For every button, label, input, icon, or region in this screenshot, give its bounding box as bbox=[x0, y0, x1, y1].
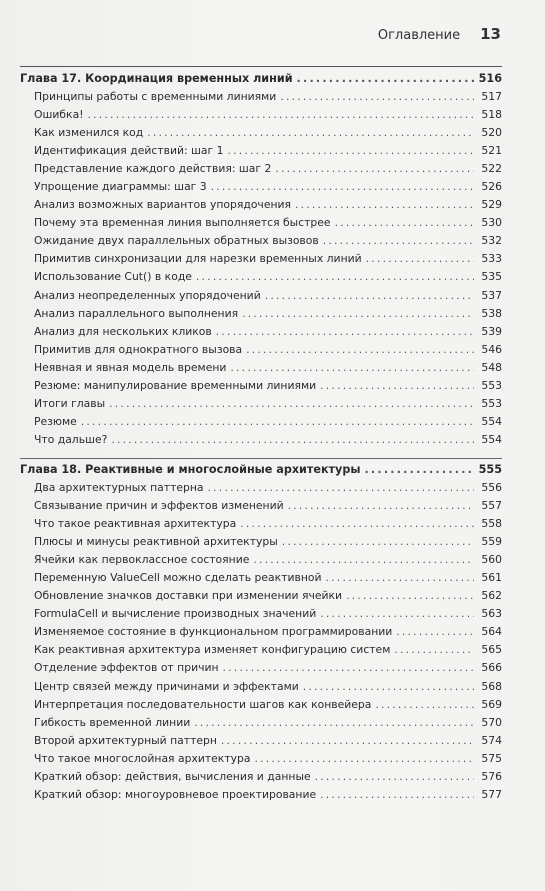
entry-title: Изменяемое состояние в функциональном программировании bbox=[34, 625, 393, 639]
entry-title: Анализ для нескольких кликов bbox=[34, 324, 212, 338]
entry-page: 569 bbox=[481, 697, 502, 711]
leader-dots bbox=[221, 734, 474, 747]
toc-entry[interactable] bbox=[20, 216, 502, 234]
entry-title: Почему эта временная линия выполняется быстрее bbox=[34, 216, 331, 230]
entry-page: 575 bbox=[481, 751, 502, 765]
toc-entry[interactable] bbox=[20, 734, 502, 752]
entry-title: Переменную ValueCell можно сделать реактивной bbox=[34, 571, 322, 585]
toc-entry[interactable] bbox=[20, 625, 502, 643]
chapter-heading[interactable] bbox=[20, 72, 502, 90]
header-page-number: 13 bbox=[480, 25, 501, 43]
entry-title: Упрощение диаграммы: шаг 3 bbox=[34, 180, 207, 194]
toc-chapter-18 bbox=[20, 463, 502, 806]
leader-dots bbox=[246, 343, 474, 356]
toc-entry[interactable] bbox=[20, 234, 502, 252]
entry-page: 556 bbox=[481, 481, 502, 494]
toc-entry[interactable] bbox=[20, 607, 502, 625]
entry-page: 564 bbox=[481, 625, 502, 639]
entry-page: 537 bbox=[481, 288, 502, 302]
toc-entry[interactable] bbox=[20, 289, 502, 307]
entry-page: 568 bbox=[481, 679, 502, 693]
entry-page: 532 bbox=[481, 234, 502, 248]
entry-title: Что такое реактивная архитектура bbox=[34, 517, 237, 531]
toc-entry[interactable] bbox=[20, 198, 502, 216]
entry-page: 562 bbox=[481, 589, 502, 603]
leader-dots bbox=[396, 625, 474, 638]
toc-entry[interactable] bbox=[20, 770, 502, 788]
toc-entry[interactable] bbox=[20, 361, 502, 379]
leader-dots bbox=[323, 234, 474, 247]
entry-page: 554 bbox=[481, 432, 502, 446]
toc-entry[interactable] bbox=[20, 698, 502, 716]
entry-title: FormulaCell и вычисление производных значений bbox=[34, 607, 317, 621]
leader-dots bbox=[288, 499, 474, 512]
leader-dots bbox=[303, 680, 474, 693]
entry-page: 533 bbox=[481, 252, 502, 266]
leader-dots bbox=[196, 270, 474, 283]
leader-dots bbox=[194, 716, 474, 729]
leader-dots bbox=[242, 307, 474, 320]
entry-title: Интерпретация последовательности шагов как конвейера bbox=[34, 697, 372, 711]
leader-dots bbox=[230, 361, 474, 374]
toc-entry[interactable] bbox=[20, 433, 502, 451]
entry-page: 546 bbox=[481, 342, 502, 356]
leader-dots bbox=[240, 517, 474, 530]
toc-entry[interactable] bbox=[20, 571, 502, 589]
toc-entry[interactable] bbox=[20, 126, 502, 144]
chapter-title: Глава 18. Реактивные и многослойные архитектуры bbox=[20, 463, 361, 476]
entry-page: 565 bbox=[481, 643, 502, 657]
leader-dots bbox=[297, 72, 474, 85]
chapter-heading[interactable] bbox=[20, 463, 502, 481]
leader-dots bbox=[211, 180, 474, 193]
entry-title: Что такое многослойная архитектура bbox=[34, 751, 251, 765]
leader-dots bbox=[295, 198, 474, 211]
entry-page: 535 bbox=[481, 270, 502, 284]
toc-entry[interactable] bbox=[20, 643, 502, 661]
entry-title: Связывание причин и эффектов изменений bbox=[34, 499, 284, 513]
entry-page: 517 bbox=[481, 90, 502, 103]
entry-title: Обновление значков доставки при изменении ячейки bbox=[34, 589, 343, 603]
entry-title: Краткий обзор: действия, вычисления и данные bbox=[34, 769, 311, 783]
leader-dots bbox=[375, 698, 474, 711]
leader-dots bbox=[208, 481, 474, 494]
leader-dots bbox=[335, 216, 474, 229]
leader-dots bbox=[394, 643, 474, 656]
toc-entry[interactable] bbox=[20, 415, 502, 433]
entry-title: Анализ параллельного выполнения bbox=[34, 306, 239, 320]
leader-dots bbox=[282, 535, 474, 548]
leader-dots bbox=[228, 144, 474, 157]
leader-dots bbox=[81, 415, 474, 428]
toc-entry[interactable] bbox=[20, 481, 502, 499]
leader-dots bbox=[364, 463, 474, 476]
leader-dots bbox=[320, 788, 474, 801]
chapter-page: 555 bbox=[478, 463, 502, 476]
entry-title: Использование Cut() в коде bbox=[34, 270, 192, 284]
toc-entry[interactable] bbox=[20, 535, 502, 553]
entry-title: Примитив для однократного вызова bbox=[34, 342, 243, 356]
toc-entry[interactable] bbox=[20, 517, 502, 535]
leader-dots bbox=[346, 589, 474, 602]
leader-dots bbox=[315, 770, 474, 783]
entry-title: Представление каждого действия: шаг 2 bbox=[34, 162, 272, 176]
entry-title: Второй архитектурный паттерн bbox=[34, 733, 217, 747]
toc-entry[interactable] bbox=[20, 379, 502, 397]
entry-title: Резюме bbox=[34, 414, 77, 428]
entry-page: 577 bbox=[481, 787, 502, 801]
entry-page: 539 bbox=[481, 324, 502, 338]
entry-page: 521 bbox=[481, 144, 502, 158]
leader-dots bbox=[366, 252, 474, 265]
entry-page: 560 bbox=[481, 553, 502, 567]
leader-dots bbox=[88, 108, 474, 121]
toc-entry[interactable] bbox=[20, 589, 502, 607]
toc-entry[interactable] bbox=[20, 343, 502, 361]
entry-page: 557 bbox=[481, 499, 502, 513]
leader-dots bbox=[216, 325, 474, 338]
entry-page: 522 bbox=[481, 162, 502, 176]
toc-entry[interactable] bbox=[20, 180, 502, 198]
entry-title: Как изменился код bbox=[34, 126, 144, 140]
entry-page: 554 bbox=[481, 414, 502, 428]
entry-title: Анализ возможных вариантов упорядочения bbox=[34, 198, 292, 212]
leader-dots bbox=[275, 162, 474, 175]
toc-entry[interactable] bbox=[20, 752, 502, 770]
toc-entry[interactable] bbox=[20, 661, 502, 679]
toc-entry[interactable] bbox=[20, 162, 502, 180]
entry-title: Резюме: манипулирование временными линиями bbox=[34, 378, 317, 392]
entry-title: Краткий обзор: многоуровневое проектирование bbox=[34, 787, 317, 801]
entry-page: 574 bbox=[481, 733, 502, 747]
leader-dots bbox=[326, 571, 474, 584]
entry-page: 558 bbox=[481, 517, 502, 531]
entry-page: 526 bbox=[481, 180, 502, 194]
entry-title: Гибкость временной линии bbox=[34, 715, 191, 729]
entry-page: 570 bbox=[481, 715, 502, 729]
leader-dots bbox=[147, 126, 474, 139]
entry-page: 529 bbox=[481, 198, 502, 212]
toc-entry[interactable] bbox=[20, 680, 502, 698]
toc-entry[interactable] bbox=[20, 144, 502, 162]
toc-entry[interactable] bbox=[20, 788, 502, 806]
entry-title: Анализ неопределенных упорядочений bbox=[34, 288, 261, 302]
header-rule bbox=[20, 66, 502, 67]
entry-page: 576 bbox=[481, 769, 502, 783]
entry-title: Ячейки как первоклассное состояние bbox=[34, 553, 250, 567]
entry-page: 518 bbox=[481, 108, 502, 122]
entry-page: 563 bbox=[481, 607, 502, 621]
entry-title: Ошибка! bbox=[34, 108, 84, 122]
leader-dots bbox=[253, 553, 474, 566]
leader-dots bbox=[280, 90, 474, 103]
entry-page: 566 bbox=[481, 661, 502, 675]
chapter-page: 516 bbox=[478, 72, 502, 85]
entry-page: 530 bbox=[481, 216, 502, 230]
entry-title: Центр связей между причинами и эффектами bbox=[34, 679, 299, 693]
leader-dots bbox=[254, 752, 474, 765]
toc-entry[interactable] bbox=[20, 307, 502, 325]
entry-page: 553 bbox=[481, 378, 502, 392]
toc-entry[interactable] bbox=[20, 553, 502, 571]
toc-entry[interactable] bbox=[20, 90, 502, 108]
toc-entry[interactable] bbox=[20, 252, 502, 270]
entry-title: Идентификация действий: шаг 1 bbox=[34, 144, 224, 158]
entry-title: Неявная и явная модель времени bbox=[34, 360, 227, 374]
toc-chapter-17 bbox=[20, 72, 502, 451]
entry-title: Принципы работы с временными линиями bbox=[34, 90, 277, 103]
header-title: Оглавление bbox=[377, 28, 461, 43]
running-header bbox=[20, 25, 501, 43]
entry-title: Примитив синхронизации для нарезки временных линий bbox=[34, 252, 362, 266]
toc-entry[interactable] bbox=[20, 499, 502, 517]
entry-page: 548 bbox=[481, 360, 502, 374]
leader-dots bbox=[265, 289, 474, 302]
leader-dots bbox=[320, 607, 474, 620]
entry-title: Отделение эффектов от причин bbox=[34, 661, 219, 675]
leader-dots bbox=[320, 379, 474, 392]
entry-page: 561 bbox=[481, 571, 502, 585]
entry-title: Как реактивная архитектура изменяет конфигурацию систем bbox=[34, 643, 391, 657]
entry-title: Что дальше? bbox=[34, 432, 108, 446]
entry-title: Два архитектурных паттерна bbox=[34, 481, 204, 494]
entry-page: 538 bbox=[481, 306, 502, 320]
toc-entry[interactable] bbox=[20, 716, 502, 734]
toc-entry[interactable] bbox=[20, 108, 502, 126]
entry-title: Плюсы и минусы реактивной архитектуры bbox=[34, 535, 278, 549]
entry-page: 520 bbox=[481, 126, 502, 140]
entry-title: Итоги главы bbox=[34, 396, 106, 410]
entry-page: 559 bbox=[481, 535, 502, 549]
chapter-divider bbox=[20, 458, 502, 459]
toc-entry[interactable] bbox=[20, 325, 502, 343]
leader-dots bbox=[111, 433, 474, 446]
entry-title: Ожидание двух параллельных обратных вызовов bbox=[34, 234, 319, 248]
entry-page: 553 bbox=[481, 396, 502, 410]
chapter-title: Глава 17. Координация временных линий bbox=[20, 72, 293, 85]
leader-dots bbox=[109, 397, 474, 410]
toc-entry[interactable] bbox=[20, 270, 502, 288]
toc-entry[interactable] bbox=[20, 397, 502, 415]
leader-dots bbox=[223, 661, 474, 674]
